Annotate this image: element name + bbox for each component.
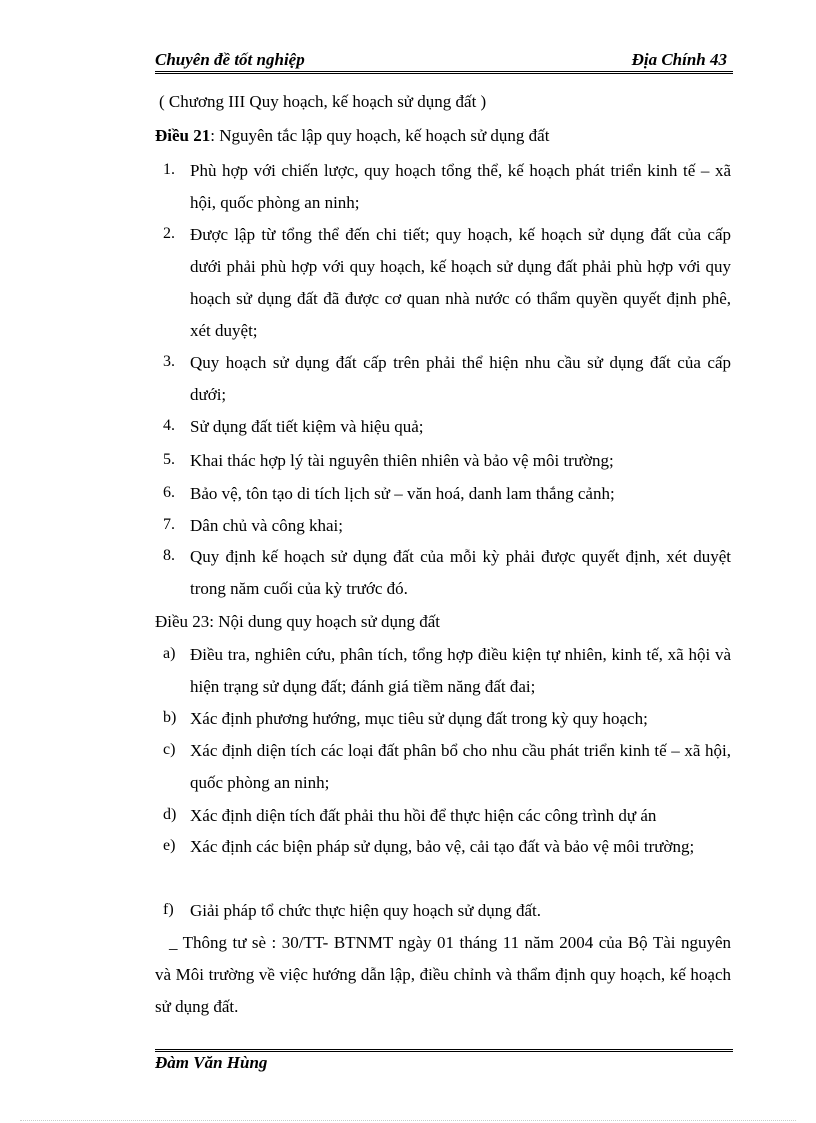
item-text: Quy hoạch sử dụng đất cấp trên phải thể hiện nhu cầu sử dụng đất của cấp dưới; bbox=[190, 353, 731, 404]
item-letter: c) bbox=[163, 741, 176, 758]
header-class: Địa Chính 43 bbox=[631, 50, 727, 69]
item-letter: e) bbox=[163, 837, 176, 854]
item-text: Xác định diện tích các loại đất phân bổ cho nhu cầu phát triển kinh tế – xã hội, quốc phòng an ninh; bbox=[190, 741, 731, 792]
item-text: Điều tra, nghiên cứu, phân tích, tổng hợp điều kiện tự nhiên, kinh tế, xã hội và hiện trạng sử dụng đất; đánh giá tiềm năng đất đai; bbox=[190, 645, 731, 696]
page-edge-divider bbox=[20, 1120, 796, 1121]
item-number: 3. bbox=[163, 353, 175, 370]
item-text: Giải pháp tổ chức thực hiện quy hoạch sử dụng đất. bbox=[190, 901, 542, 920]
item-letter: d) bbox=[163, 806, 177, 823]
item-text: Quy định kế hoạch sử dụng đất của mỗi kỳ phải được quyết định, xét duyệt trong năm cuối của kỳ trước đó. bbox=[190, 547, 731, 598]
header-rule bbox=[155, 71, 733, 76]
item-text: Được lập từ tổng thể đến chi tiết; quy hoạch, kế hoạch sử dụng đất của cấp dưới phải phù hợp với quy hoạch, kế hoạch sử dụng đất phải phù hợp với quy hoạch sử dụng đất đã được cơ quan nhà nước có thẩm quyền quyết định phê, xét duyệt; bbox=[190, 225, 731, 340]
article-21-label: Điều 21 bbox=[155, 126, 211, 145]
item-text: Khai thác hợp lý tài nguyên thiên nhiên và bảo vệ môi trường; bbox=[190, 451, 614, 470]
item-text: Xác định các biện pháp sử dụng, bảo vệ, cải tạo đất và bảo vệ môi trường; bbox=[190, 837, 695, 856]
item-letter: b) bbox=[163, 709, 177, 726]
page-header bbox=[155, 46, 733, 72]
footer-author: Đàm Văn Hùng bbox=[155, 1053, 268, 1072]
item-text: Phù hợp với chiến lược, quy hoạch tổng thể, kế hoạch phát triển kinh tế – xã hội, quốc phòng an ninh; bbox=[190, 161, 731, 212]
header-title: Chuyên đề tốt nghiệp bbox=[155, 50, 305, 69]
item-number: 7. bbox=[163, 516, 175, 533]
article-21-title: : Nguyên tắc lập quy hoạch, kế hoạch sử dụng đất bbox=[210, 126, 550, 145]
item-text: Xác định diện tích đất phải thu hồi để thực hiện các công trình dự án bbox=[190, 806, 657, 825]
item-number: 4. bbox=[163, 417, 175, 434]
item-letter: a) bbox=[163, 645, 176, 662]
item-number: 1. bbox=[163, 161, 175, 178]
item-number: 6. bbox=[163, 484, 175, 501]
item-number: 5. bbox=[163, 451, 175, 468]
item-number: 8. bbox=[163, 547, 175, 564]
article-21-heading bbox=[155, 126, 549, 146]
item-letter: f) bbox=[163, 901, 174, 918]
article-23-heading: Điều 23: Nội dung quy hoạch sử dụng đất bbox=[155, 612, 440, 631]
circular-paragraph: _ Thông tư sè : 30/TT- BTNMT ngày 01 tháng 11 năm 2004 của Bộ Tài nguyên và Môi trường về việc hướng dẫn lập, điều chỉnh và thẩm định quy hoạch, kế hoạch sử dụng đất. bbox=[155, 933, 731, 1016]
item-text: Dân chủ và công khai; bbox=[190, 516, 343, 535]
chapter-heading: ( Chương III Quy hoạch, kế hoạch sử dụng đất ) bbox=[159, 92, 487, 111]
item-text: Xác định phương hướng, mục tiêu sử dụng đất trong kỳ quy hoạch; bbox=[190, 709, 648, 728]
item-text: Sử dụng đất tiết kiệm và hiệu quả; bbox=[190, 417, 424, 436]
item-text: Bảo vệ, tôn tạo di tích lịch sử – văn hoá, danh lam thắng cảnh; bbox=[190, 484, 615, 503]
item-number: 2. bbox=[163, 225, 175, 242]
